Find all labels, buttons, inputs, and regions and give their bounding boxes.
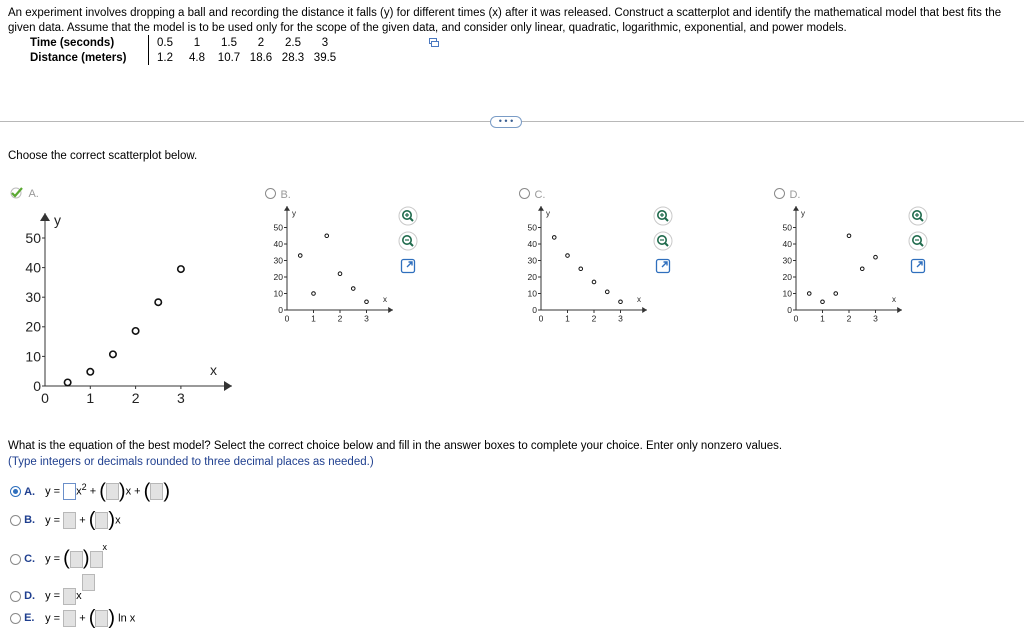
x-tick-label: 2 xyxy=(591,313,597,324)
x-axis-arrow xyxy=(642,307,647,313)
x-tick-label: 3 xyxy=(177,390,185,406)
y-tick-label: 0 xyxy=(532,304,537,315)
answer-d-letter: D. xyxy=(24,590,36,602)
data-point xyxy=(338,272,342,276)
y-tick-label: 10 xyxy=(782,288,792,299)
x-axis-label: x xyxy=(637,295,641,304)
y-tick-label: 30 xyxy=(782,255,792,266)
y-axis-arrow xyxy=(538,206,544,211)
data-point xyxy=(110,351,116,357)
data-point xyxy=(619,300,623,304)
answer-e-letter: E. xyxy=(24,612,35,625)
time-cell: 1 xyxy=(193,36,201,49)
question-text: An experiment involves dropping a ball and recording the distance it falls (y) for different times (x) after it was released. Construct a scatterplot and identify the mathematical model that best fits the given data. Assume that the model is to be used only for the scope of the given data, and consider only linear, quadratic, logarithmic, exponential, and power models. xyxy=(8,7,1002,34)
x-tick-label: 1 xyxy=(820,313,825,324)
x-axis-label: x xyxy=(383,295,387,304)
question2-text: What is the equation of the best model? Select the correct choice below and fill in the answer boxes to complete your choice. Enter only nonzero values. xyxy=(8,440,783,452)
x-tick-label: 1 xyxy=(86,390,95,406)
y-tick-label: 20 xyxy=(273,271,283,282)
scatter-plot-c xyxy=(514,203,654,328)
y-tick-label: 30 xyxy=(273,255,283,266)
data-point xyxy=(87,369,93,375)
x-tick-label: 2 xyxy=(131,390,140,406)
y-tick-label: 30 xyxy=(25,289,41,306)
scatter-plot-d xyxy=(769,203,909,328)
time-cell: 1.5 xyxy=(221,36,237,49)
answer-b-radio[interactable] xyxy=(10,515,21,526)
answer-b-plus: + xyxy=(79,514,86,527)
x-tick-label: 3 xyxy=(364,313,369,324)
scatter-plot-b xyxy=(260,203,400,328)
x-tick-label: 2 xyxy=(846,313,852,324)
option-c-zoom-in-icon[interactable] xyxy=(653,206,673,226)
copy-table-icon[interactable] xyxy=(429,38,439,47)
option-b-zoom-in-icon[interactable] xyxy=(398,206,418,226)
time-cell: 2 xyxy=(257,36,265,49)
answer-c-x: x xyxy=(102,542,108,552)
option-c-radio[interactable] xyxy=(519,188,530,199)
y-tick-label: 50 xyxy=(527,222,537,233)
option-d-zoom-out-icon[interactable] xyxy=(908,231,928,251)
data-point xyxy=(365,300,369,304)
answer-a[interactable]: A. $y = x^2$ + ( )x + ( ) xyxy=(10,482,170,500)
y-axis-label: y xyxy=(546,209,550,218)
answer-d-x: x xyxy=(76,590,82,602)
option-b-header[interactable] xyxy=(265,185,291,203)
answer-c-y: y = xyxy=(45,553,61,565)
data-point xyxy=(64,379,70,385)
time-header: Time (seconds) xyxy=(30,35,149,50)
x-axis-arrow xyxy=(897,307,902,313)
option-c-header[interactable] xyxy=(519,185,545,203)
data-point xyxy=(605,290,609,294)
answer-d-coef-a-input[interactable] xyxy=(63,588,76,605)
answer-e-plus: + xyxy=(79,612,86,625)
answer-d-radio[interactable] xyxy=(10,591,21,602)
x-tick-label: 0 xyxy=(538,313,544,324)
x-tick-label: 1 xyxy=(565,313,570,324)
y-tick-label: 0 xyxy=(33,377,41,394)
time-cell: 0.5 xyxy=(157,36,173,49)
data-point xyxy=(351,287,355,291)
data-point xyxy=(312,292,316,296)
answer-a-coef-b-input[interactable] xyxy=(106,483,119,500)
answer-e-radio[interactable] xyxy=(10,613,21,624)
y-tick-label: 50 xyxy=(782,222,792,233)
answer-b-coef-b-input[interactable] xyxy=(95,512,108,529)
answer-a-y: y = xyxy=(45,485,61,498)
y-tick-label: 0 xyxy=(278,304,283,315)
answer-b-x: x xyxy=(115,514,121,527)
y-tick-label: 40 xyxy=(273,238,283,249)
y-tick-label: 50 xyxy=(25,229,41,246)
x-tick-label: 0 xyxy=(41,390,49,406)
data-point xyxy=(860,267,864,271)
answer-c-letter: C. xyxy=(24,553,36,565)
answer-d[interactable] xyxy=(10,574,95,605)
more-button[interactable]: • • • xyxy=(490,116,522,128)
x-tick-label: 1 xyxy=(311,313,316,324)
x-axis-label: x xyxy=(210,362,217,378)
answer-a-x2: x xyxy=(76,485,82,498)
option-b-zoom-out-icon[interactable] xyxy=(398,231,418,251)
scatter-plot-a xyxy=(0,205,250,415)
data-point xyxy=(298,254,302,258)
answer-c-radio[interactable] xyxy=(10,554,21,565)
y-tick-label: 30 xyxy=(527,255,537,266)
answer-e-y: y = xyxy=(45,612,61,625)
answer-a-coef-c-input[interactable] xyxy=(150,483,163,500)
y-tick-label: 10 xyxy=(273,288,283,299)
time-cell: 3 xyxy=(321,36,329,49)
answer-e-coef-b-input[interactable] xyxy=(95,610,108,627)
distance-cell: 10.7 xyxy=(217,51,241,64)
x-axis-arrow xyxy=(388,307,393,313)
distance-cell: 1.2 xyxy=(157,51,173,64)
check-icon xyxy=(10,187,24,199)
x-axis-arrow xyxy=(224,381,232,391)
choose-prompt: Choose the correct scatterplot below. xyxy=(8,150,198,162)
answer-b-y: y = xyxy=(45,514,61,527)
x-tick-label: 0 xyxy=(284,313,290,324)
answer-a-exp: 2 xyxy=(81,482,87,492)
option-d-zoom-in-icon[interactable] xyxy=(908,206,928,226)
option-b-popout-icon[interactable] xyxy=(398,256,418,276)
data-point xyxy=(807,292,811,296)
data-point xyxy=(592,280,596,284)
time-cell: 2.5 xyxy=(285,36,301,49)
data-point xyxy=(155,299,161,305)
option-c-label: C. xyxy=(534,189,546,201)
data-point xyxy=(566,254,570,258)
answer-d-exp-input[interactable] xyxy=(82,574,95,591)
answer-a-plus: + xyxy=(89,485,97,498)
y-axis-arrow xyxy=(793,206,799,211)
answer-a-x: x xyxy=(125,485,132,498)
y-axis-label: y xyxy=(292,209,296,218)
y-tick-label: 40 xyxy=(527,238,537,249)
data-point xyxy=(847,234,851,238)
x-tick-label: 3 xyxy=(873,313,878,324)
answer-c-base-input[interactable] xyxy=(90,551,103,568)
data-point xyxy=(821,300,825,304)
option-a-header[interactable] xyxy=(10,184,39,202)
x-tick-label: 2 xyxy=(337,313,343,324)
data-point xyxy=(552,236,556,240)
option-d-label: D. xyxy=(789,189,801,201)
y-tick-label: 10 xyxy=(25,348,41,365)
y-axis-label: y xyxy=(801,209,805,218)
y-axis-label: y xyxy=(54,212,61,228)
y-tick-label: 50 xyxy=(273,222,283,233)
distance-cell: 39.5 xyxy=(313,51,337,64)
y-axis-arrow xyxy=(284,206,290,211)
distance-cell: 18.6 xyxy=(249,51,273,64)
answer-b[interactable]: B. y = + ( )x xyxy=(10,512,121,529)
x-tick-label: 3 xyxy=(618,313,623,324)
answer-a-radio[interactable] xyxy=(10,486,21,497)
answer-b-letter: B. xyxy=(24,514,36,527)
y-tick-label: 0 xyxy=(787,304,792,315)
distance-cell: 28.3 xyxy=(281,51,305,64)
y-tick-label: 20 xyxy=(25,318,41,335)
answer-a-letter: A. xyxy=(24,485,36,498)
option-a-label: A. xyxy=(28,188,39,200)
option-b-radio[interactable] xyxy=(265,188,276,199)
x-tick-label: 0 xyxy=(793,313,799,324)
option-d-popout-icon[interactable] xyxy=(908,256,928,276)
option-d-radio[interactable] xyxy=(774,188,785,199)
answer-e[interactable]: E. y = + ( ) ln x xyxy=(10,610,135,627)
y-tick-label: 10 xyxy=(527,288,537,299)
data-table xyxy=(30,35,341,65)
answer-c[interactable]: C. y = ( )$^x$ xyxy=(10,542,107,568)
answer-c-coef-a-input[interactable] xyxy=(70,551,83,568)
y-tick-label: 40 xyxy=(25,259,41,276)
x-axis-label: x xyxy=(892,295,896,304)
answer-a-coef-a-input[interactable] xyxy=(63,483,76,500)
data-point xyxy=(874,255,878,259)
distance-header: Distance (meters) xyxy=(30,50,149,65)
option-c-popout-icon[interactable] xyxy=(653,256,673,276)
option-d-header[interactable] xyxy=(774,185,800,203)
data-point xyxy=(178,266,184,272)
y-tick-label: 20 xyxy=(527,271,537,282)
question2 xyxy=(8,438,782,470)
answer-e-lnx: ln x xyxy=(118,612,136,625)
data-point xyxy=(132,328,138,334)
question2-hint: (Type integers or decimals rounded to three decimal places as needed.) xyxy=(8,456,374,468)
option-c-zoom-out-icon[interactable] xyxy=(653,231,673,251)
y-axis-arrow xyxy=(40,213,50,221)
y-tick-label: 40 xyxy=(782,238,792,249)
answer-b-coef-a-input[interactable] xyxy=(63,512,76,529)
data-point xyxy=(325,234,329,238)
y-tick-label: 20 xyxy=(782,271,792,282)
answer-e-coef-a-input[interactable] xyxy=(63,610,76,627)
answer-a-plus2: + xyxy=(134,485,141,498)
distance-cell: 4.8 xyxy=(189,51,205,64)
answer-d-y: y = xyxy=(45,590,61,602)
data-point xyxy=(834,292,838,296)
data-point xyxy=(579,267,583,271)
option-b-label: B. xyxy=(280,189,291,201)
